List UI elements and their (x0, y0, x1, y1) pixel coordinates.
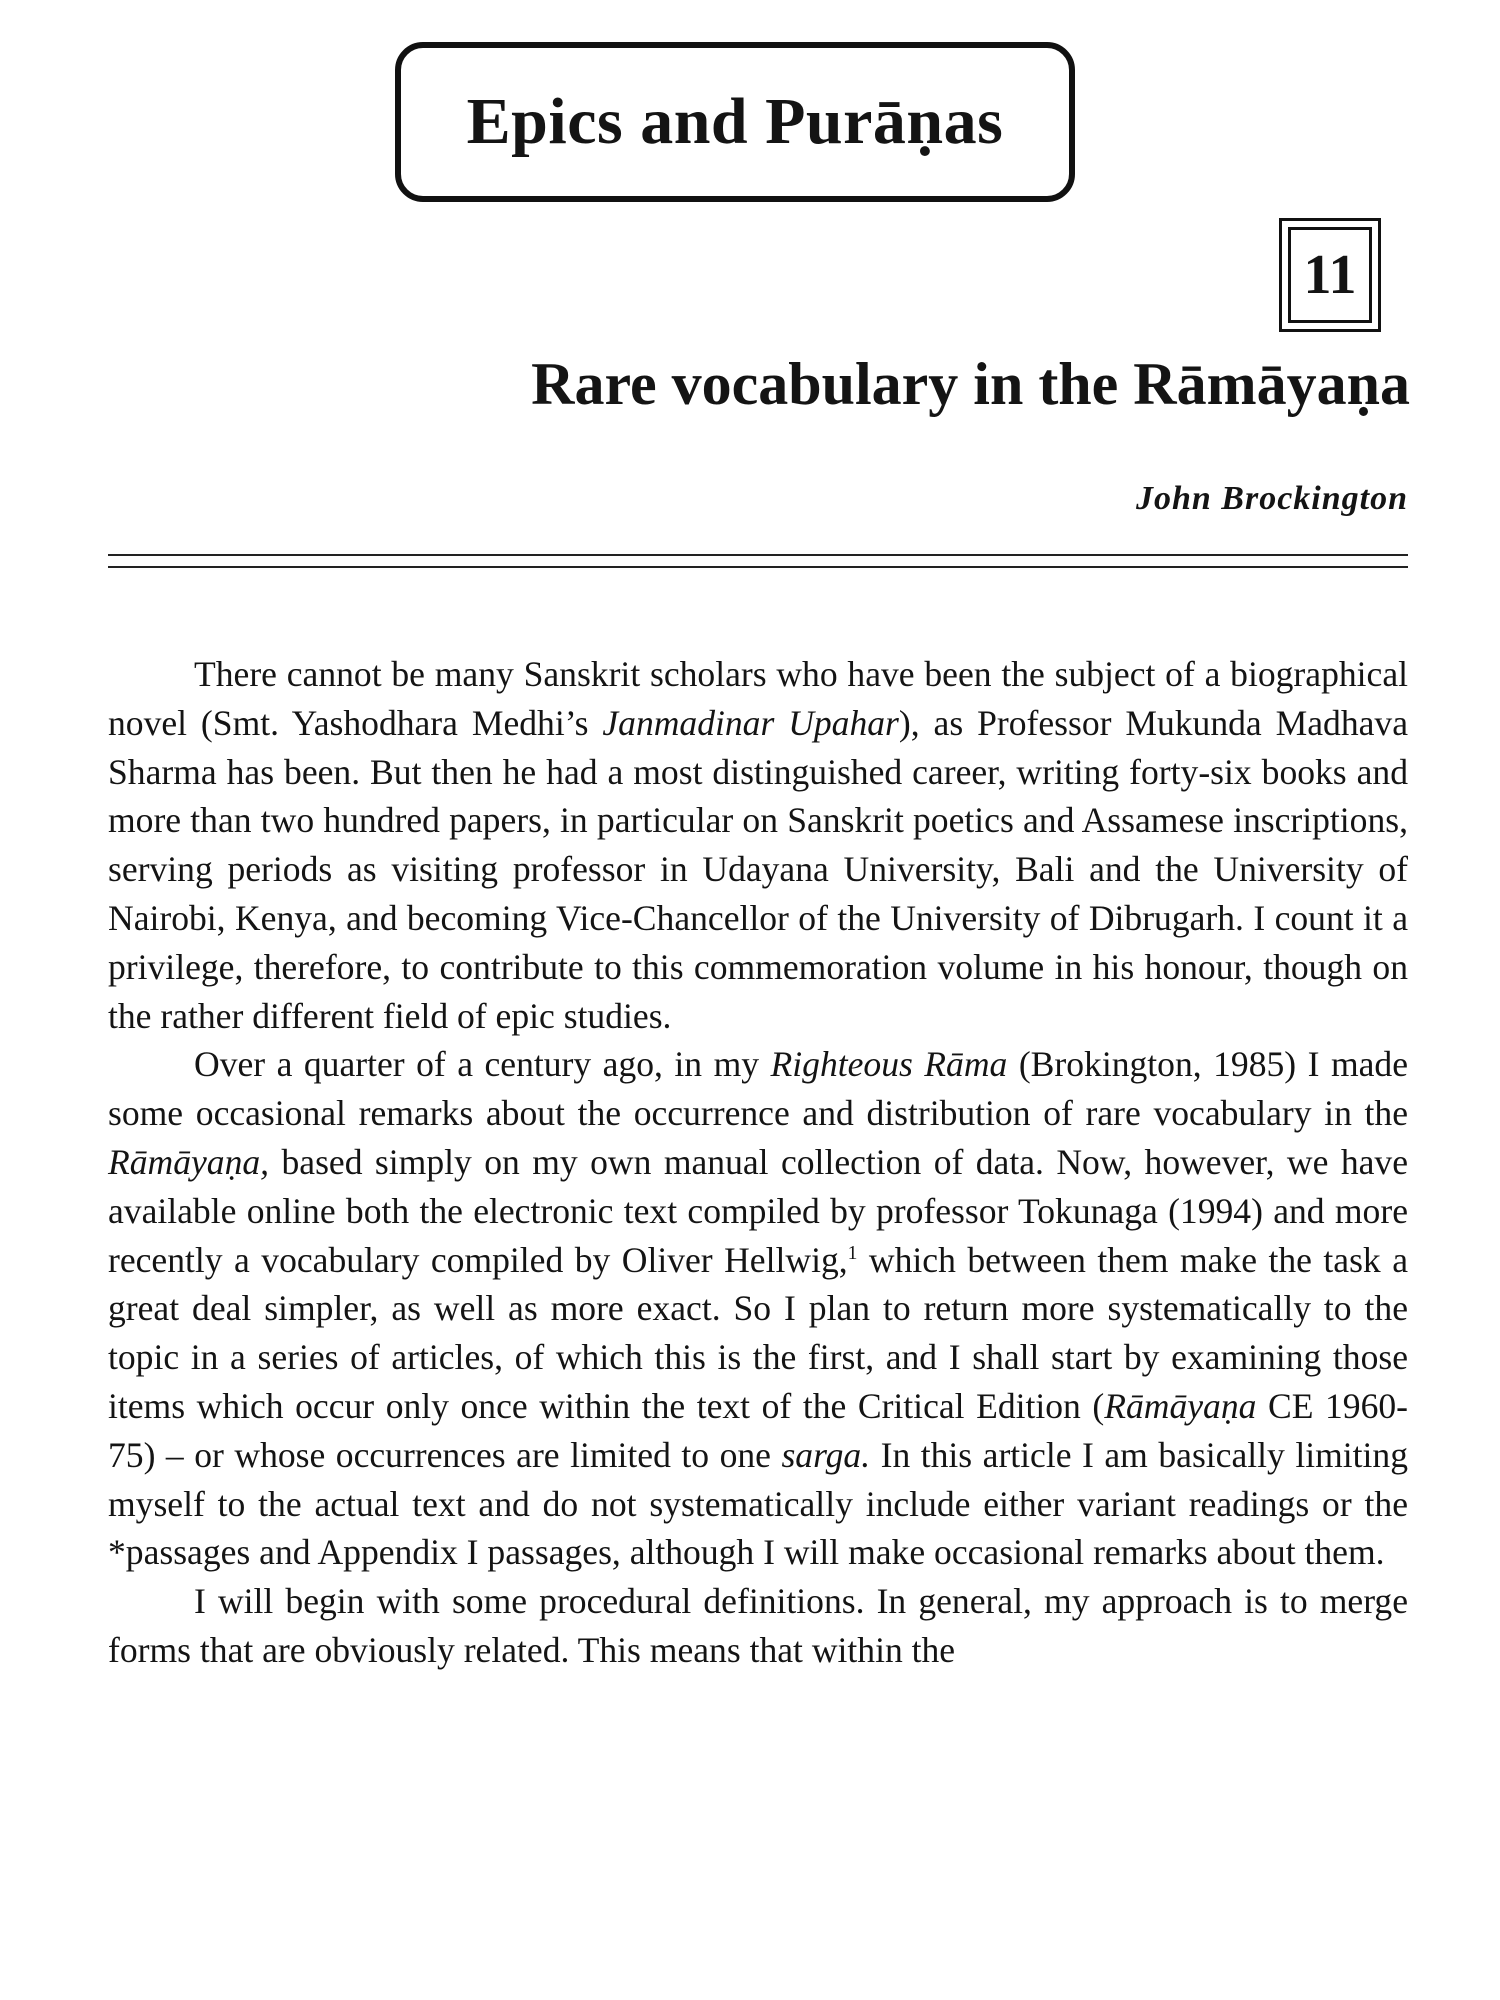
divider-rule-bottom (108, 566, 1408, 568)
term-ramayana-ce: Rāmāyaṇa (1104, 1385, 1257, 1426)
section-heading-box (395, 42, 1075, 202)
paragraph-2: Over a quarter of a century ago, in my Righteous Rāma (Brokington, 1985) I made some occasional remarks about the occurrence and distribution of rare vocabulary in the Rāmāyaṇa, based simply on my own manual collection of data. Now, however, we have available online both the electronic text compiled by professor Tokunaga (1994) and more recently a vocabulary compiled by Oliver Hellwig,$^1$ which between them make the task a great deal simpler, as well as more exact. So I plan to return more systematically to the topic in a series of articles, of which this is the first, and I shall start by examining those items which occur only once within the text of the Critical Edition (Rāmāyaṇa CE 1960-75) – or whose occurrences are limited to one sarga. In this article I am basically limiting myself to the actual text and do not systematically include either variant readings or the *passages and Appendix I passages, although I will make occasional remarks about them. (108, 1044, 1408, 1573)
divider-rule-top (108, 554, 1408, 556)
book-title-righteous-rama: Righteous Rāma (770, 1044, 1008, 1085)
book-title-janmadinar: Janmadinar Upahar (602, 702, 899, 743)
chapter-number: 11 (1288, 227, 1372, 323)
term-ramayana: Rāmāyaṇa, (108, 1141, 270, 1182)
chapter-title: Rare vocabulary in the Rāmāyaṇa (531, 351, 1410, 417)
paragraph-3: I will begin with some procedural definitions. In general, my approach is to merge forms that are obviously related. This means that within the (108, 1581, 1408, 1670)
section-title: Epics and Purāṇas (466, 85, 1004, 158)
term-sarga: sarga. (781, 1434, 871, 1475)
chapter-number-box (1279, 218, 1381, 332)
author-name: John Brockington (1135, 480, 1408, 517)
footnote-ref-1: 1 (847, 1242, 858, 1264)
article-body (108, 650, 1408, 1675)
paragraph-1: There cannot be many Sanskrit scholars who have been the subject of a biographical novel (Smt. Yashodhara Medhi’s Janmadinar Upahar), as Professor Mukunda Madhava Sharma has been. But then he had a most distinguished career, writing forty-six books and more than two hundred papers, in particular on Sanskrit poetics and Assamese inscriptions, serving periods as visiting professor in Udayana University, Bali and the University of Nairobi, Kenya, and becoming Vice-Chancellor of the University of Dibrugarh. I count it a privilege, therefore, to contribute to this commemoration volume in his honour, though on the rather different field of epic studies. (108, 654, 1408, 1036)
